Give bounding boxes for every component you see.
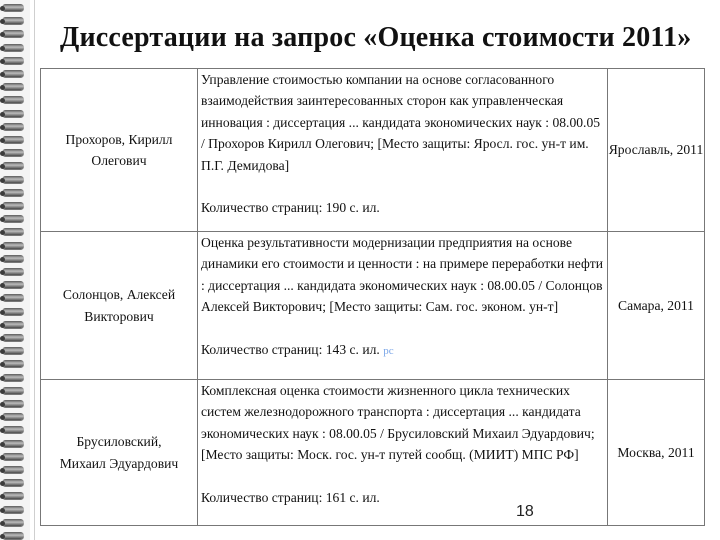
- author-name: Солонцов, Алексей: [62, 287, 176, 303]
- place-year-cell: Москва, 2011: [608, 380, 705, 526]
- table-row: [41, 380, 705, 526]
- binding-ring: [2, 387, 24, 394]
- binding-ring: [2, 479, 24, 486]
- place-year-cell: Самара, 2011: [608, 232, 705, 380]
- binding-ring: [2, 466, 24, 473]
- binding-ring: [2, 123, 24, 130]
- author-patronymic: Викторович: [84, 308, 154, 324]
- page-count-suffix: рс: [383, 344, 394, 357]
- author-cell: [41, 380, 198, 526]
- binding-ring: [2, 110, 24, 117]
- author-name: Брусиловский,: [76, 434, 162, 450]
- binding-ring: [2, 281, 24, 288]
- binding-ring: [2, 506, 24, 513]
- description-cell: [198, 232, 608, 380]
- binding-ring: [2, 83, 24, 90]
- binding-ring: [2, 294, 24, 301]
- binding-ring: [2, 347, 24, 354]
- author-name: Прохоров, Кирилл: [65, 131, 173, 147]
- page-count: Количество страниц: 190 с. ил.: [201, 200, 380, 216]
- binding-ring: [2, 374, 24, 381]
- binding-ring: [2, 242, 24, 249]
- binding-ring: [2, 255, 24, 262]
- binding-ring: [2, 413, 24, 420]
- binding-ring: [2, 189, 24, 196]
- binding-ring: [2, 453, 24, 460]
- binding-ring: [2, 400, 24, 407]
- binding-ring: [2, 532, 24, 539]
- page-count-line: [201, 339, 607, 362]
- place-year-cell: Ярославль, 2011: [608, 69, 705, 232]
- slide-title: Диссертации на запрос «Оценка стоимости 2011»: [60, 22, 692, 53]
- binding-ring: [2, 334, 24, 341]
- binding-ring: [2, 30, 24, 37]
- page-count: Количество страниц: 143 с. ил.: [201, 341, 380, 357]
- table-row: [41, 69, 705, 232]
- description-cell: [198, 380, 608, 526]
- binding-ring: [2, 57, 24, 64]
- binding-ring: [2, 228, 24, 235]
- binding-ring: [2, 321, 24, 328]
- binding-ring: [2, 360, 24, 367]
- description-text: Комплексная оценка стоимости жизненного цикла технических систем железнодорожного транспорта : диссертация ... кандидата экономических наук : 08.00.05 / Брусиловский Михаил Эдуардович; [Место защиты: Моск. гос. ун-т путей сообщ. (МИИТ) МПС РФ]: [201, 383, 595, 463]
- binding-ring: [2, 492, 24, 499]
- binding-ring: [2, 4, 24, 11]
- binding-ring: [2, 426, 24, 433]
- binding-ring: [2, 136, 24, 143]
- page-count: Количество страниц: 161 с. ил.: [201, 489, 380, 505]
- author-patronymic: Михаил Эдуардович: [59, 455, 179, 471]
- description-cell: [198, 69, 608, 232]
- description-text: Управление стоимостью компании на основе согласованного взаимодействия заинтересованных сторон как управленческая инновация : диссертация ... кандидата экономических наук : 08.00.05 / Прохоров Кирилл Олегович; [Место защиты: Яросл. гос. ун-т им. П.Г. Демидова]: [201, 72, 601, 173]
- page-number: 18: [516, 503, 534, 520]
- binding-ring: [2, 149, 24, 156]
- author-patronymic: Олегович: [91, 153, 147, 168]
- author-cell: [41, 69, 198, 232]
- binding-ring: [2, 96, 24, 103]
- spiral-binding: [0, 0, 30, 540]
- binding-ring: [2, 308, 24, 315]
- binding-ring: [2, 162, 24, 169]
- binding-ring: [2, 268, 24, 275]
- binding-ring: [2, 215, 24, 222]
- binding-ring: [2, 519, 24, 526]
- dissertations-table: [40, 68, 705, 526]
- table-row: [41, 232, 705, 380]
- binding-ring: [2, 44, 24, 51]
- description-text: Оценка результативности модернизации предприятия на основе динамики его стоимости и ценности : на примере переработки нефти : диссертация ... кандидата экономических наук : 08.00.05 / Солонцов Алексей Викторович; [Место защиты: Сам. гос. эконом. ун-т]: [201, 235, 603, 315]
- binding-ring: [2, 70, 24, 77]
- binding-ring: [2, 17, 24, 24]
- author-cell: [41, 232, 198, 380]
- binding-ring: [2, 440, 24, 447]
- binding-ring: [2, 202, 24, 209]
- binding-ring: [2, 176, 24, 183]
